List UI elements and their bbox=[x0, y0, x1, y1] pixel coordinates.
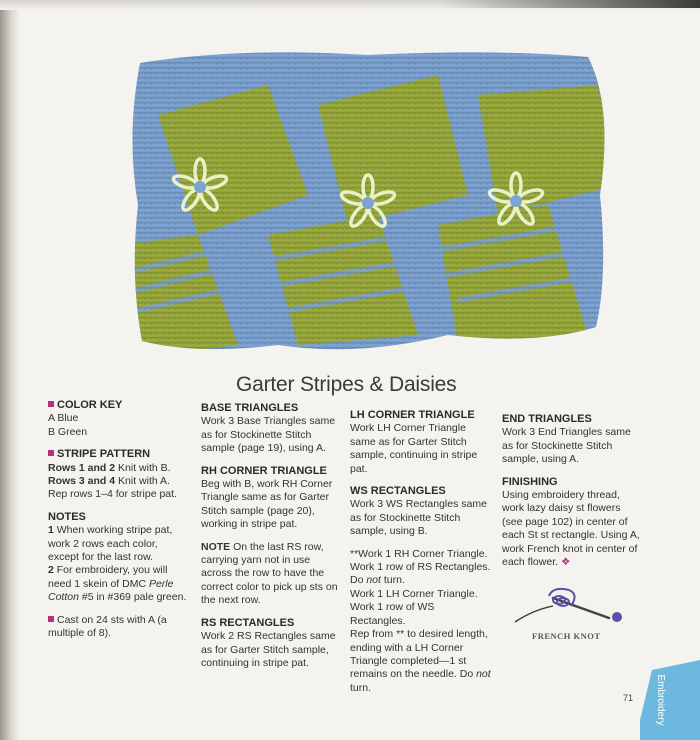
color-key-heading: COLOR KEY bbox=[48, 399, 188, 412]
repeat-line-5: Work 1 row of WS Rectangles. bbox=[350, 601, 435, 627]
page-corner-shadow bbox=[440, 0, 700, 8]
cast-on-text: Cast on 24 sts with A (a multiple of 8). bbox=[48, 614, 188, 641]
page-number: 71 bbox=[623, 693, 634, 703]
rh-corner-heading: RH CORNER TRIANGLE bbox=[201, 464, 327, 477]
french-knot-illustration bbox=[513, 584, 629, 628]
column-3 bbox=[350, 409, 492, 695]
rs-rectangles-text: Work 2 RS Rectangles same as for Garter Stitch sample, continuing in stripe pat. bbox=[201, 630, 336, 669]
note-paragraph: NOTE On the last RS row, carrying yarn not in use across the row to have the correct color to pick up sts on the next row. bbox=[201, 540, 338, 607]
color-key-line-b: B Green bbox=[48, 425, 88, 438]
note-2: 2 For embroidery, you will need 1 skein of DMC Perle Cotton #5 in #369 pale green. bbox=[48, 564, 187, 604]
notes-heading: NOTES bbox=[48, 510, 86, 523]
lh-corner-heading: LH CORNER TRIANGLE bbox=[350, 409, 475, 421]
color-key-line-a: A Blue bbox=[48, 412, 79, 425]
column-1 bbox=[48, 399, 188, 641]
end-triangles-text: Work 3 End Triangles same as for Stockinette Stitch sample, using A. bbox=[502, 426, 631, 466]
knitted-swatch-photo bbox=[118, 45, 618, 360]
column-4 bbox=[502, 413, 642, 569]
lh-corner-text: Work LH Corner Triangle same as for Garter Stitch sample, continuing in stripe pat. bbox=[350, 422, 478, 475]
book-spine-shadow bbox=[0, 0, 20, 740]
stripe-row-2: Rows 3 and 4 Knit with A. bbox=[48, 475, 170, 488]
finishing-text: Using embroidery thread, work lazy daisy st flowers (see page 102) in center of each St st rectangle. Using A, work French knot in center of each flower. ❖ bbox=[502, 489, 640, 569]
diamond-icon: ❖ bbox=[560, 556, 571, 569]
section-tab bbox=[640, 660, 700, 740]
base-triangles-text: Work 3 Base Triangles same as for Stockinette Stitch sample (page 19), using A. bbox=[201, 415, 336, 455]
repeat-line-1: **Work 1 RH Corner Triangle. bbox=[350, 547, 488, 560]
page-title: Garter Stripes & Daisies bbox=[236, 373, 457, 396]
rs-rectangles-heading: RS RECTANGLES bbox=[201, 616, 295, 629]
section-tab-label: Embroidery bbox=[655, 674, 666, 726]
stripe-row-1: Rows 1 and 2 Knit with B. bbox=[48, 461, 171, 474]
stripe-pattern-heading: STRIPE PATTERN bbox=[48, 448, 188, 461]
note-1: 1 When working stripe pat, work 2 rows each color, except for the last row. bbox=[48, 524, 173, 564]
column-2 bbox=[201, 402, 341, 670]
ws-rectangles-heading: WS RECTANGLES bbox=[350, 485, 446, 498]
repeat-line-4: Work 1 LH Corner Triangle. bbox=[350, 587, 478, 600]
base-triangles-heading: BASE TRIANGLES bbox=[201, 402, 299, 414]
repeat-line-2: Work 1 row of RS Rectangles. bbox=[350, 561, 491, 574]
repeat-line-6: Rep from ** to desired length, ending with a LH Corner Triangle completed—1 st remains on the needle. Do not turn. bbox=[350, 628, 491, 694]
rh-corner-text: Beg with B, work RH Corner Triangle same as for Garter Stitch sample (page 20), working in stripe pat. bbox=[201, 478, 333, 531]
french-knot-label: FRENCH KNOT bbox=[532, 631, 601, 641]
stripe-row-3: Rep rows 1–4 for stripe pat. bbox=[48, 488, 177, 501]
finishing-heading: FINISHING bbox=[502, 475, 558, 488]
end-triangles-heading: END TRIANGLES bbox=[502, 413, 592, 425]
ws-rectangles-text: Work 3 WS Rectangles same as for Stockinette Stitch sample, using B. bbox=[350, 498, 487, 538]
repeat-line-3: Do not turn. bbox=[350, 574, 405, 587]
